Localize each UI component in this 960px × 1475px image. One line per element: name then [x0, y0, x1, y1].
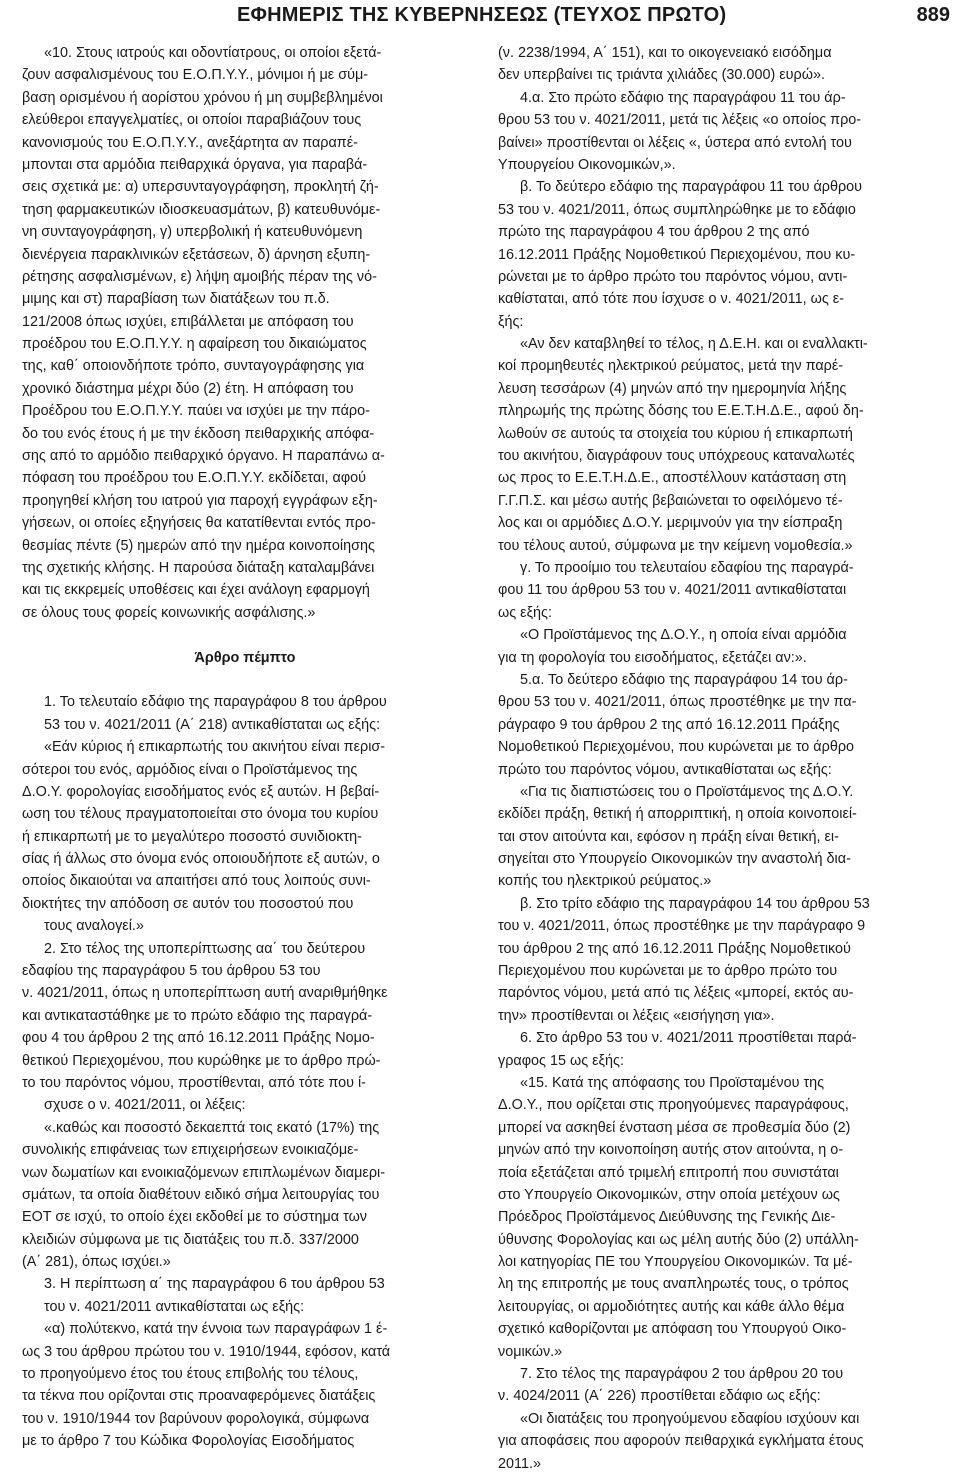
text-line: διοκτήτες την απόδοση σε αυτόν του ποσοστού που: [22, 895, 354, 912]
text-line: για αποφάσεις που αφορούν πειθαρχικά εγκλήματα έτους: [498, 1433, 864, 1450]
text-line: γ. Το προοίμιο του τελευταίου εδαφίου της παραγρά-: [520, 559, 854, 576]
text-line: την» προστίθενται οι λέξεις «εισήγηση για».: [498, 1007, 775, 1024]
text-line: «Ο Προϊστάμενος της Δ.Ο.Υ., η οποία είναι αρμόδια: [520, 627, 847, 644]
gazette-title: ΕΦΗΜΕΡΙΣ ΤΗΣ ΚΥΒΕΡΝΗΣΕΩΣ (ΤΕΥΧΟΣ ΠΡΩΤΟ): [237, 4, 727, 26]
text-line: 121/2008 όπως ισχύει, επιβάλλεται με απόφαση του: [22, 313, 354, 330]
text-line: κοπής του ηλεκτρικού ρεύματος.»: [498, 873, 712, 890]
text-line: 7. Στο τέλος της παραγράφου 2 του άρθρου 20 του: [520, 1366, 844, 1383]
text-line: σχετικό καθορίζονται με απόφαση του Υπουργού Οικο-: [498, 1321, 847, 1338]
text-line: μιμης και στ) παραβίαση των διατάξεων του π.δ.: [22, 291, 330, 308]
text-line: με το άρθρο 7 του Κώδικα Φορολογίας Εισοδήματος: [22, 1433, 355, 1450]
text-line: «Αν δεν καταβληθεί το τέλος, η Δ.Ε.Η. και οι εναλλακτι-: [520, 336, 868, 353]
text-line: το προηγούμενο έτος του έτους επιβολής του τέλους,: [22, 1366, 359, 1383]
text-line: σηγείται στο Υπουργείο Οικονομικών την αναστολή δια-: [498, 851, 851, 868]
text-line: Προέδρου του Ε.Ο.Π.Υ.Υ. παύει να ισχύει με την πάρο-: [22, 403, 370, 420]
text-line: βαίνει» προστίθενται οι λέξεις «, ύστερα από εντολή του: [498, 134, 852, 151]
text-line: και αντικαταστάθηκε με το πρώτο εδάφιο της παραγρά-: [22, 1007, 373, 1024]
text-line: ελεύθεροι επαγγελματίες, οι οποίοι παραβιάζουν τους: [22, 112, 362, 129]
text-line: Περιεχομένου που κυρώνεται με το άρθρο πρώτο του: [498, 963, 838, 980]
text-line: θρου 53 του ν. 4021/2011, μετά τις λέξεις «ο οποίος προ-: [498, 112, 862, 129]
text-line: πληρωμής της πρώτης δόσης του Ε.Ε.Τ.Η.Δ.Ε., αφού δη-: [498, 403, 864, 420]
text-line: φου 11 του άρθρου 53 του ν. 4021/2011 αντικαθίσταται: [498, 582, 847, 599]
left-column: [22, 42, 468, 1453]
text-line: πρώτο του παρόντος νόμου, αντικαθίσταται ως εξής:: [498, 761, 832, 778]
text-line: δεν υπερβαίνει τις τριάντα χιλιάδες (30.000) ευρώ».: [498, 67, 825, 84]
text-line: πόφαση του προέδρου του Ε.Ο.Π.Υ.Υ. εκδίδεται, αφού: [22, 470, 367, 487]
text-line: χρονικό διάστημα μέχρι δύο (2) έτη. Η απόφαση του: [22, 380, 354, 397]
text-line: λευση τεσσάρων (4) μηνών από την ημερομηνία λήξης: [498, 380, 847, 397]
text-line: σης από το αρμόδιο πειθαρχικό όργανο. Η παραπάνω α-: [22, 448, 385, 465]
text-line: του ν. 4021/2011 αντικαθίσταται ως εξής:: [44, 1298, 305, 1315]
text-line: «10. Στους ιατρούς και οδοντίατρους, οι οποίοι εξετά-: [44, 45, 382, 61]
text-line: ν. 4024/2011 (Α΄ 226) προστίθεται εδάφιο ως εξής:: [498, 1388, 821, 1405]
text-line: β. Στο τρίτο εδάφιο της παραγράφου 14 του άρθρου 53: [520, 895, 870, 912]
text-line: και τις εκκρεμείς υποθέσεις και έχει ανάλογη εφαρμογή: [22, 582, 370, 599]
text-line: λωθούν σε αυτούς τα στοιχεία του κύριου ή επικαρπωτή: [498, 425, 853, 442]
text-line: κανονισμούς του Ε.Ο.Π.Υ.Υ., ανεξάρτητα αν παραπέ-: [22, 134, 358, 151]
text-line: Πρόεδρος Προϊστάμενος Διεύθυνσης της Γενικής Διε-: [498, 1209, 836, 1226]
text-line: (ν. 2238/1994, Α΄ 151), και το οικογενειακό εισόδημα: [498, 45, 832, 61]
text-line: σίας ή άλλως στο όνομα ενός οποιουδήποτε εξ αυτών, ο: [22, 851, 380, 868]
text-line: ράγραφο 9 του άρθρου 2 της από 16.12.2011 Πράξης: [498, 716, 840, 733]
text-line: «α) πολύτεκνο, κατά την έννοια των παραγράφων 1 έ-: [44, 1321, 388, 1338]
text-line: κοί προμηθευτές ηλεκτρικού ρεύματος, μετά την παρέ-: [498, 358, 844, 375]
text-line: 53 του ν. 4021/2011 (Α΄ 218) αντικαθίσταται ως εξής:: [44, 716, 381, 733]
text-line: θετικού Περιεχομένου, που κυρώθηκε με το άρθρο πρώ-: [22, 1052, 381, 1069]
text-line: για τη φορολογία του εισοδήματος, εξετάζει αν:».: [498, 649, 807, 666]
text-line: ως εξής:: [498, 604, 552, 621]
text-line: 5.α. Το δεύτερο εδάφιο της παραγράφου 14 του άρ-: [520, 671, 848, 688]
text-line: Δ.Ο.Υ. φορολογίας εισοδήματος ενός εξ αυτών. Η βεβαί-: [22, 783, 380, 800]
text-line: οποίος δικαιούται να απαιτήσει από τους λοιπούς συνι-: [22, 873, 371, 890]
text-line: της σχετικής κλήσης. Η παρούσα διάταξη καταλαμβάνει: [22, 559, 375, 576]
text-line: 1. Το τελευταίο εδάφιο της παραγράφου 8 του άρθρου: [44, 694, 387, 711]
text-line: παρόντος νόμου, μετά από τις λέξεις «μπορεί, εκτός αυ-: [498, 985, 854, 1002]
text-line: μηνών από την κοινοποίηση αυτής στον αιτούντα, η ο-: [498, 1142, 844, 1159]
spacer: [22, 669, 468, 691]
text-line: γραφος 15 ως εξής:: [498, 1052, 624, 1069]
text-line: εδαφίου της παραγράφου 5 του άρθρου 53 του: [22, 963, 321, 980]
text-line: Υπουργείου Οικονομικών,».: [498, 156, 676, 173]
text-line: φου 4 του άρθρου 2 της από 16.12.2011 Πράξης Νομο-: [22, 1030, 375, 1047]
text-line: εκδίδει πράξη, θετική ή απορριπτική, η οποία κοινοποιεί-: [498, 806, 857, 823]
text-line: νων δωματίων και ενοικιαζόμενων επιπλωμένων διαμερι-: [22, 1164, 385, 1181]
text-line: διενέργεια παρακλινικών εξετάσεων, δ) άρνηση εξυπη-: [22, 246, 371, 263]
right-column: [498, 42, 945, 1475]
text-line: του άρθρου 2 της από 16.12.2011 Πράξης Νομοθετικού: [498, 940, 851, 957]
text-line: ρώνεται με το άρθρο πρώτο του παρόντος νόμου, αντι-: [498, 268, 848, 285]
text-line: ν. 4021/2011, όπως η υποπερίπτωση αυτή αναριθμήθηκε: [22, 985, 388, 1002]
text-line: λοι κατηγορίας ΠΕ του Υπουργείου Οικονομικών. Τα μέ-: [498, 1254, 853, 1271]
text-line: του ν. 1910/1944 τον βαρύνουν φορολογικά, σύμφωνα: [22, 1410, 370, 1427]
text-line: σχυσε ο ν. 4021/2011, οι λέξεις:: [44, 1097, 246, 1114]
text-line: προέδρου του Ε.Ο.Π.Υ.Υ. η αφαίρεση του δικαιώματος: [22, 336, 367, 353]
text-line: θεσμίας πέντε (5) ημερών από την ημέρα κοινοποίησης: [22, 537, 375, 554]
text-line: καθίσταται, από τότε που ίσχυσε ο ν. 4021/2011, ως ε-: [498, 291, 844, 308]
text-line: τους αναλογεί.»: [44, 918, 144, 935]
text-line: κλειδιών σύμφωνα με τις διατάξεις του π.δ. 337/2000: [22, 1231, 359, 1248]
text-line: λος και οι αρμόδιες Δ.Ο.Υ. μεριμνούν για την είσπραξη: [498, 515, 843, 532]
text-line: ύθυνσης Φορολογίας και ως μέλη αυτής δύο (2) υπάλλη-: [498, 1231, 859, 1248]
text-line: «.καθώς και ποσοστό δεκαεπτά τοις εκατό (17%) της: [44, 1119, 380, 1136]
text-line: (Α΄ 281), όπως ισχύει.»: [22, 1254, 171, 1271]
text-line: τα τέκνα που ορίζονται στις προαναφερόμενες διατάξεις: [22, 1388, 376, 1405]
text-line: συνολικής επιφάνειας των επιχειρήσεων ενοικιαζόμε-: [22, 1142, 359, 1159]
text-line: Γ.Γ.Π.Σ. και μέσω αυτής βεβαιώνεται το οφειλόμενο τέ-: [498, 492, 843, 509]
text-line: Δ.Ο.Υ., που ορίζεται στις προηγούμενες παραγράφους,: [498, 1097, 849, 1114]
text-line: θρου 53 του ν. 4021/2011, όπως προστέθηκε με την πα-: [498, 694, 857, 711]
text-line: του ακινήτου, διαγράφουν τους υπόχρεους καταναλωτές: [498, 448, 855, 465]
text-line: ξής:: [498, 313, 524, 330]
text-line: «Οι διατάξεις του προηγούμενου εδαφίου ισχύουν και: [520, 1410, 860, 1427]
text-line: 3. Η περίπτωση α΄ της παραγράφου 6 του άρθρου 53: [44, 1276, 385, 1293]
text-line: γήσεων, οι οποίες εξηγήσεις θα κατατίθενται εντός προ-: [22, 515, 376, 532]
text-line: 6. Στο άρθρο 53 του ν. 4021/2011 προστίθεται παρά-: [520, 1030, 857, 1047]
text-line: προηγηθεί κλήση του ιατρού για παροχή εγγράφων εξη-: [22, 492, 378, 509]
text-line: σεις σχετικά με: α) υπερσυνταγογράφηση, προκλητή ζή-: [22, 179, 379, 196]
text-line: «Για τις διαπιστώσεις του ο Προϊστάμενος της Δ.Ο.Υ.: [520, 783, 854, 800]
text-line: λειτουργίας, οι αρμοδιότητες αυτής και κάθε άλλο θέμα: [498, 1298, 845, 1315]
text-line: ζουν ασφαλισμένους του Ε.Ο.Π.Υ.Υ., μόνιμοι ή με σύμ-: [22, 67, 369, 84]
text-line: ρέτησης ασφαλισμένων, ε) λήψη αμοιβής πέραν της νό-: [22, 268, 377, 285]
article-heading: Άρθρο πέμπτο: [194, 649, 296, 666]
text-line: «Εάν κύριος ή επικαρπωτής του ακινήτου είναι περισ-: [44, 739, 386, 756]
text-line: σμάτων, τα οποία διαθέτουν ειδικό σήμα λειτουργίας του: [22, 1186, 380, 1203]
text-line: ως προς το Ε.Ε.Τ.Η.Δ.Ε., αποστέλλουν κατάσταση στη: [498, 470, 847, 487]
text-line: ποία εξετάζεται από τριμελή επιτροπή που συνιστάται: [498, 1164, 839, 1181]
text-line: μπονται στα αρμόδια πειθαρχικά όργανα, για παραβά-: [22, 156, 368, 173]
text-line: 2. Στο τέλος της υποπερίπτωσης αα΄ του δεύτερου: [44, 940, 366, 957]
spacer: [22, 624, 468, 646]
text-line: ωση του τέλους πραγματοποιείται στο όνομα του κυρίου: [22, 806, 379, 823]
text-line: σε όλους τους φορείς κοινωνικής ασφάλισης.»: [22, 604, 316, 621]
text-line: δο του ενός έτους ή με την έκδοση πειθαρχικής απόφα-: [22, 425, 375, 442]
text-line: νομικών.»: [498, 1343, 563, 1360]
page-header: [0, 0, 960, 36]
text-line: «15. Κατά της απόφασης του Προϊσταμένου της: [520, 1074, 825, 1091]
text-line: της, καθ΄ οποιονδήποτε τρόπο, συνταγογράφησης για: [22, 358, 365, 375]
text-line: το του παρόντος νόμου, προστίθενται, από τότε που ί-: [22, 1074, 366, 1091]
text-line: ή επικαρπωτή με το μεγαλύτερο ποσοστό συνιδιοκτη-: [22, 828, 362, 845]
text-line: Νομοθετικού Περιεχομένου, που κυρώνεται με το άρθρο: [498, 739, 855, 756]
text-line: ΕΟΤ σε ισχύ, το οποίο έχει εκδοθεί με το σύστημα των: [22, 1209, 367, 1226]
text-line: μπορεί να ασκηθεί ένσταση μέσα σε προθεσμία δύο (2): [498, 1119, 851, 1136]
text-line: 4.α. Στο πρώτο εδάφιο της παραγράφου 11 του άρ-: [520, 89, 846, 106]
text-line: 2011.»: [498, 1455, 541, 1472]
text-line: τηση φαρμακευτικών ιδιοσκευασμάτων, β) κατευθυνόμε-: [22, 201, 381, 218]
text-line: λη της επιτροπής με τους αναπληρωτές τους, ο τρόπος: [498, 1276, 849, 1293]
text-line: 16.12.2011 Πράξης Νομοθετικού Περιεχομένου, που κυ-: [498, 246, 856, 263]
text-line: νη συνταγογράφηση, γ) υπερβολική ή κατευθυνόμενη: [22, 224, 363, 241]
text-line: του ν. 4021/2011, όπως προστέθηκε με την παράγραφο 9: [498, 918, 866, 935]
page-number: 889: [916, 4, 950, 26]
text-line: β. Το δεύτερο εδάφιο της παραγράφου 11 του άρθρου: [520, 179, 863, 196]
text-line: στο Υπουργείο Οικονομικών, στην οποία μετέχουν ως: [498, 1186, 840, 1203]
text-line: πρώτο της παραγράφου 4 του άρθρου 2 της από: [498, 224, 810, 241]
text-line: του τέλους αυτού, σύμφωνα με την κείμενη νομοθεσία.»: [498, 537, 853, 554]
text-line: βαση ορισμένου ή αορίστου χρόνου ή μη συμβεβλημένοι: [22, 89, 383, 106]
text-line: ται στον αιτούντα και, εφόσον η πράξη είναι θετική, ει-: [498, 828, 839, 845]
text-line: 53 του ν. 4021/2011, όπως συμπληρώθηκε με το εδάφιο: [498, 201, 856, 218]
text-line: σότεροι του ενός, αρμόδιος είναι ο Προϊστάμενος της: [22, 761, 358, 778]
text-line: ως 3 του άρθρου πρώτου του ν. 1910/1944, εφόσον, κατά: [22, 1343, 391, 1360]
